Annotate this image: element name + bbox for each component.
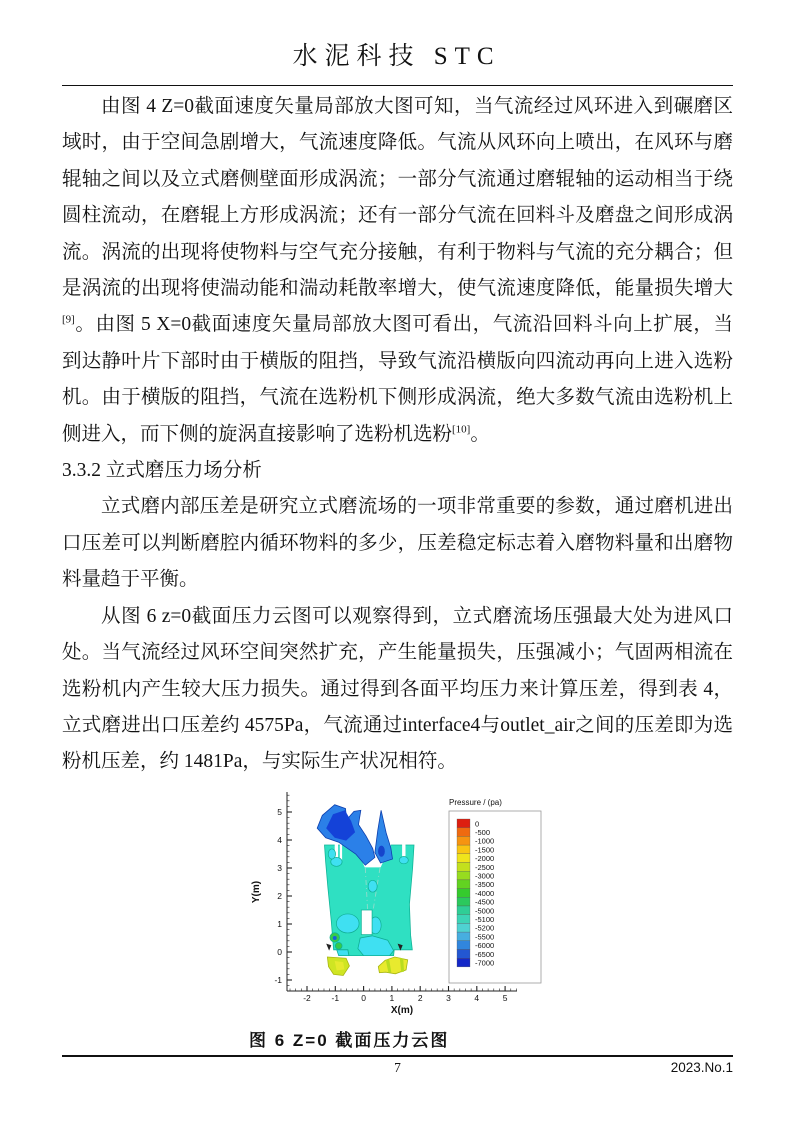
page-number: 7 (394, 1060, 401, 1075)
arrow-mark-left (326, 943, 331, 950)
legend-swatch (457, 932, 470, 941)
cyan-strip-bottom-left (337, 950, 349, 956)
figure-text: -3500 (475, 879, 495, 889)
figure-text: X(m) (390, 1004, 414, 1016)
legend-swatch (457, 941, 470, 950)
legend-swatch (457, 949, 470, 958)
figure-text: 1 (389, 992, 395, 1003)
figure-text: -6500 (475, 949, 495, 959)
figure-6 (249, 789, 551, 1059)
figure-text: -5500 (475, 932, 495, 942)
legend-swatch (457, 906, 470, 915)
figure-text: 2 (417, 992, 423, 1003)
figure-text: -2000 (475, 853, 495, 863)
cyan-blob-middle (368, 880, 377, 892)
figure-text: 3 (277, 862, 282, 873)
cyan-blob-left (336, 914, 359, 933)
legend-swatch (457, 819, 470, 828)
citation-ref-9: [9] (62, 313, 75, 326)
citation-ref-10: [10] (452, 423, 471, 436)
page-body (62, 89, 733, 1059)
figure-text: -3000 (475, 871, 495, 881)
figure-text: -1 (274, 974, 282, 985)
figure-text: 2 (277, 890, 282, 901)
paragraph-text: 。由图 5 X=0截面速度矢量局部放大图可看出，气流沿回料斗向上扩展，当到达静叶片下部时由于横版的阻挡，导致气流沿横版向四流动再向上进入选粉机。由于横版的阻挡，气流在选粉机下侧形成涡流，绝大多数气流由选粉机上侧进入，而下侧的旋涡直接影响了选粉机选粉 (62, 314, 733, 445)
legend-swatch (457, 880, 470, 889)
paragraph-text: 由图 4 Z=0截面速度矢量局部放大图可知，当气流经过风环进入到碾磨区域时，由于空间急剧增大，气流速度降低。气流从风环向上喷出，在风环与磨辊轴之间以及立式磨侧壁面形成涡流；一部分气流通过磨辊轴的运动相当于绕圆柱流动，在磨辊上方形成涡流；还有一部分气流在回料斗及磨盘之间形成涡流。涡流的出现将使物料与空气充分接触，有利于物料与气流的充分耦合；但是涡流的出现将使湍动能和湍动耗散率增大，使气流速度降低，能量损失增大 (62, 96, 733, 300)
figure-text: 1 (277, 918, 282, 929)
legend-swatch (457, 836, 470, 845)
cyan-pocket-right-slot (399, 856, 408, 863)
figure-text: 4 (277, 834, 282, 845)
legend-swatch (457, 845, 470, 854)
figure-text: -1000 (475, 836, 495, 846)
legend-swatch (457, 888, 470, 897)
figure-text: -4000 (475, 888, 495, 898)
figure-text: 0 (277, 946, 282, 957)
journal-title: 水泥科技 STC (292, 43, 501, 70)
figure-text: -2 (303, 992, 311, 1003)
legend-swatch (457, 958, 470, 967)
figure-text: 3 (446, 992, 451, 1003)
y-axis-title: Y(m) (251, 880, 262, 903)
cyan-pocket-top-left (328, 849, 335, 859)
figure-text: -2500 (475, 862, 495, 872)
paragraph-velocity-analysis (62, 89, 733, 453)
figure-text: 4 (474, 992, 480, 1003)
issue-label: 2023.No.1 (670, 1060, 733, 1075)
figure-text: 0 (475, 819, 480, 829)
green-spot-2 (335, 942, 342, 949)
legend-swatch (457, 897, 470, 906)
legend-swatch (457, 871, 470, 880)
pressure-contour-plot (249, 789, 551, 1021)
paragraph-pressure-results: 从图 6 z=0截面压力云图可以观察得到，立式磨流场压强最大处为进风口处。当气流经过风环空间突然扩充，产生能量损失，压强减小；气固两相流在选粉机内产生较大压力损失。通过得到各面平均压力来计算压差，得到表 4，立式磨进出口压差约 4575Pa，气流通过interface4与outlet_air之间的压差即为选粉机压差，约 1481Pa，与实际生产状况相符。 (62, 605, 733, 773)
header-divider (62, 85, 733, 86)
vane-slot-left-2 (340, 844, 342, 860)
figure-text: -5100 (475, 914, 495, 924)
legend-swatch (457, 923, 470, 932)
figure-text: -7000 (475, 958, 495, 968)
figure-text: -1500 (475, 845, 495, 855)
figure-text: -4500 (475, 897, 495, 907)
figure-text: -6000 (475, 940, 495, 950)
legend-swatch (457, 862, 470, 871)
inlet-duct-right-core (378, 845, 385, 856)
page-footer (62, 1060, 733, 1080)
figure-caption: 图 6 Z=0 截面压力云图 (249, 1030, 450, 1050)
center-white-rect (361, 910, 372, 935)
figure-text: 5 (277, 806, 282, 817)
figure-text: Pressure / (pa) (449, 797, 502, 807)
section-heading: 3.3.2 立式磨压力场分析 (62, 460, 262, 482)
footer-divider (62, 1055, 733, 1057)
figure-text: 0 (361, 992, 366, 1003)
figure-text: -5200 (475, 923, 495, 933)
legend-swatch (457, 827, 470, 836)
paragraph-pressure-importance: 立式磨内部压差是研究立式磨流场的一项非常重要的参数，通过磨机进出口压差可以判断磨腔内循环物料的多少，压差稳定标志着入磨物料量和出磨物料量趋于平衡。 (62, 496, 733, 591)
figure-text: 5 (502, 992, 508, 1003)
blue-dot-low-left (333, 936, 337, 940)
figure-text: -5000 (475, 906, 495, 916)
figure-text: -1 (331, 992, 340, 1003)
paragraph-text: 。 (470, 423, 490, 445)
figure-text: -500 (475, 827, 491, 837)
legend-swatch (457, 914, 470, 923)
legend-swatch (457, 854, 470, 863)
